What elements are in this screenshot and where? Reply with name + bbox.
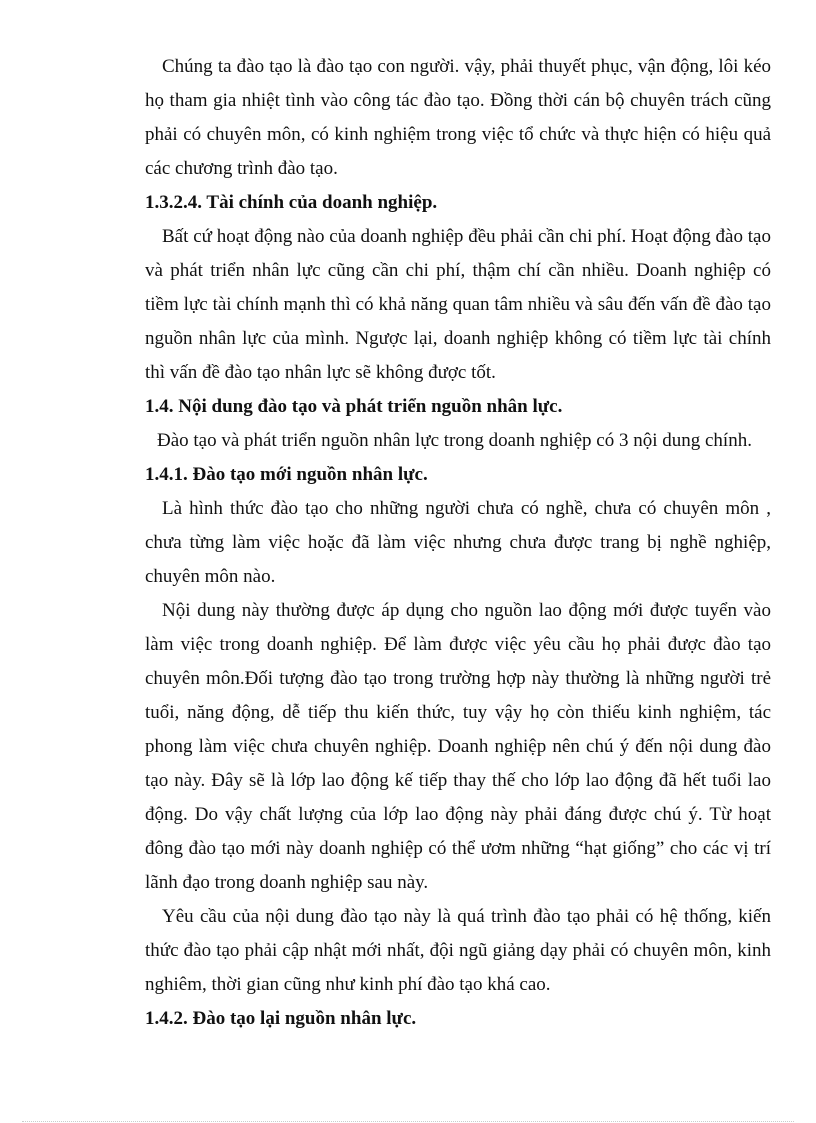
- paragraph-new-training-definition: Là hình thức đào tạo cho những người chưa có nghề, chưa có chuyên môn , chưa từng làm việc hoặc đã làm việc nhưng chưa được trang bị nghề nghiệp, chuyên môn nào.: [145, 498, 771, 587]
- section-heading-1-4-2: 1.4.2. Đào tạo lại nguồn nhân lực.: [145, 1008, 417, 1029]
- section-heading-1-3-2-4: 1.3.2.4. Tài chính của doanh nghiệp.: [145, 192, 438, 213]
- paragraph-finance: Bất cứ hoạt động nào của doanh nghiệp đều phải cần chi phí. Hoạt động đào tạo và phát triển nhân lực cũng cần chi phí, thậm chí cần nhiều. Doanh nghiệp có tiềm lực tài chính mạnh thì có khả năng quan tâm nhiều và sâu đến vấn đề đào tạo nguồn nhân lực của mình. Ngược lại, doanh nghiệp không có tiềm lực tài chính thì vấn đề đào tạo nhân lực sẽ không được tốt.: [145, 226, 771, 383]
- section-heading-1-4: 1.4. Nội dung đào tạo và phát triển nguồn nhân lực.: [145, 396, 563, 417]
- paragraph-training-staff: Chúng ta đào tạo là đào tạo con người. vậy, phải thuyết phục, vận động, lôi kéo họ tham gia nhiệt tình vào công tác đào tạo. Đồng thời cán bộ chuyên trách cũng phải có chuyên môn, có kinh nghiệm trong việc tổ chức và thực hiện có hiệu quả các chương trình đào tạo.: [145, 56, 771, 179]
- page-bottom-divider: [22, 1121, 794, 1122]
- section-heading-1-4-1: 1.4.1. Đào tạo mới nguồn nhân lực.: [145, 464, 428, 485]
- paragraph-new-training-application: Nội dung này thường được áp dụng cho nguồn lao động mới được tuyển vào làm việc trong doanh nghiệp. Để làm được việc yêu cầu họ phải được đào tạo chuyên môn.Đối tượng đào tạo trong trường hợp này thường là những người trẻ tuổi, năng động, dễ tiếp thu kiến thức, tuy vậy họ còn thiếu kinh nghiệm, tác phong làm việc chưa chuyên nghiệp. Doanh nghiệp nên chú ý đến nội dung đào tạo này. Đây sẽ là lớp lao động kế tiếp thay thế cho lớp lao động đã hết tuổi lao động. Do vậy chất lượng của lớp lao động này phải đáng được chú ý. Từ hoạt đông đào tạo mới này doanh nghiệp có thể ươm những “hạt giống” cho các vị trí lãnh đạo trong doanh nghiệp sau này.: [145, 600, 771, 893]
- document-body: [145, 50, 771, 1036]
- paragraph-new-training-requirements: Yêu cầu của nội dung đào tạo này là quá trình đào tạo phải có hệ thống, kiến thức đào tạo phải cập nhật mới nhất, đội ngũ giảng dạy phải có chuyên môn, kinh nghiêm, thời gian cũng như kinh phí đào tạo khá cao.: [145, 906, 771, 995]
- paragraph-three-contents: Đào tạo và phát triển nguồn nhân lực trong doanh nghiệp có 3 nội dung chính.: [157, 430, 752, 451]
